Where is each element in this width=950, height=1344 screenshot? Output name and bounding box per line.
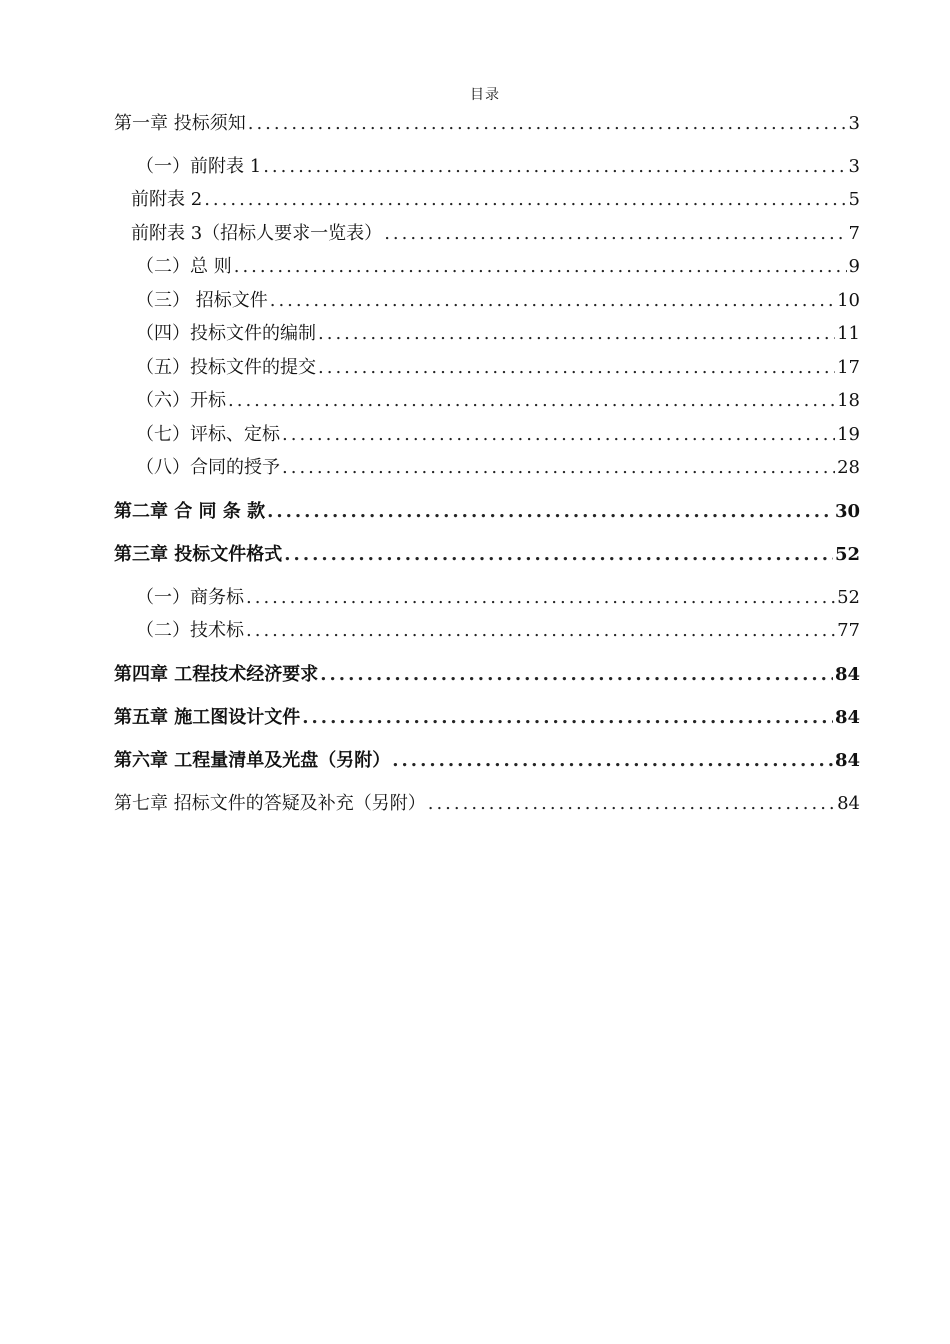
toc-entry-page: 18 [837, 390, 860, 411]
toc-entry[interactable] [136, 255, 860, 279]
toc-entry-page: 77 [837, 620, 860, 641]
toc-leader-dots [267, 500, 833, 524]
toc-entry[interactable] [136, 289, 860, 313]
toc-entry-label: 前附表 2 [131, 189, 203, 210]
toc-entry-label: 第二章 合 同 条 款 [114, 501, 266, 522]
toc-entry[interactable] [136, 423, 860, 447]
toc-entry-page: 9 [848, 256, 860, 277]
toc-entry-page: 84 [834, 707, 860, 728]
toc-entry-label: （三） 招标文件 [136, 290, 268, 311]
toc-entry[interactable] [131, 188, 860, 212]
toc-entry[interactable] [114, 663, 860, 687]
toc-entry-page: 52 [834, 544, 860, 565]
toc-entry[interactable] [114, 749, 860, 773]
toc-entry[interactable] [136, 586, 860, 610]
toc-entry-label: （五）投标文件的提交 [136, 357, 316, 378]
toc-leader-dots [282, 456, 835, 480]
toc-leader-dots [234, 255, 847, 279]
toc-entry[interactable] [114, 543, 860, 567]
toc-leader-dots [246, 619, 835, 643]
toc-entry[interactable] [136, 619, 860, 643]
toc-entry-page: 7 [848, 223, 860, 244]
toc-leader-dots [428, 792, 835, 816]
toc-entry-label: （四）投标文件的编制 [136, 323, 316, 344]
toc-entry-page: 5 [848, 189, 860, 210]
toc-entry-page: 28 [837, 457, 860, 478]
toc-entry[interactable] [136, 356, 860, 380]
toc-entry[interactable] [114, 112, 860, 136]
toc-entry[interactable] [114, 706, 860, 730]
toc-leader-dots [246, 586, 835, 610]
toc-entry[interactable] [136, 322, 860, 346]
toc-leader-dots [302, 706, 833, 730]
toc-entry[interactable] [114, 500, 860, 524]
toc-entry-page: 17 [837, 357, 860, 378]
toc-entry-page: 3 [848, 156, 860, 177]
toc-entry-page: 11 [837, 323, 860, 344]
toc-entry-label: 第三章 投标文件格式 [114, 544, 283, 565]
toc-title: 目录 [470, 87, 500, 103]
toc-entry-label: 第七章 招标文件的答疑及补充（另附） [114, 793, 426, 814]
toc-entry-label: （七）评标、定标 [136, 424, 280, 445]
toc-leader-dots [204, 188, 846, 212]
toc-leader-dots [282, 423, 835, 447]
toc-entry[interactable] [131, 222, 860, 246]
toc-entry-label: 第四章 工程技术经济要求 [114, 664, 319, 685]
toc-entry-label: （二）总 则 [136, 256, 232, 277]
toc-entry-page: 84 [837, 793, 860, 814]
toc-entry-page: 3 [848, 113, 860, 134]
toc-entry-label: （一）前附表 1 [136, 156, 262, 177]
toc-entry-page: 84 [834, 750, 860, 771]
toc-entry-label: （六）开标 [136, 390, 226, 411]
toc-entry-page: 52 [837, 587, 860, 608]
toc-leader-dots [320, 663, 833, 687]
toc-leader-dots [270, 289, 835, 313]
toc-entry-page: 84 [834, 664, 860, 685]
toc-entry-label: 第五章 施工图设计文件 [114, 707, 301, 728]
toc-leader-dots [318, 356, 835, 380]
toc-entry-page: 30 [834, 501, 860, 522]
toc-leader-dots [263, 155, 846, 179]
toc-leader-dots [228, 389, 835, 413]
toc-leader-dots [318, 322, 835, 346]
toc-entry-page: 10 [837, 290, 860, 311]
toc-entry-label: 第一章 投标须知 [114, 113, 246, 134]
toc-entry-label: 第六章 工程量清单及光盘（另附） [114, 750, 391, 771]
toc-entry[interactable] [136, 456, 860, 480]
toc-entry-label: 前附表 3（招标人要求一览表） [131, 223, 383, 244]
toc-leader-dots [392, 749, 833, 773]
toc-entry[interactable] [114, 792, 860, 816]
toc-leader-dots [284, 543, 833, 567]
toc-leader-dots [384, 222, 846, 246]
toc-entry-label: （二）技术标 [136, 620, 244, 641]
toc-entry-label: （八）合同的授予 [136, 457, 280, 478]
toc-entry[interactable] [136, 155, 860, 179]
toc-entry-label: （一）商务标 [136, 587, 244, 608]
toc-leader-dots [248, 112, 847, 136]
toc-entry-page: 19 [837, 424, 860, 445]
toc-entry[interactable] [136, 389, 860, 413]
